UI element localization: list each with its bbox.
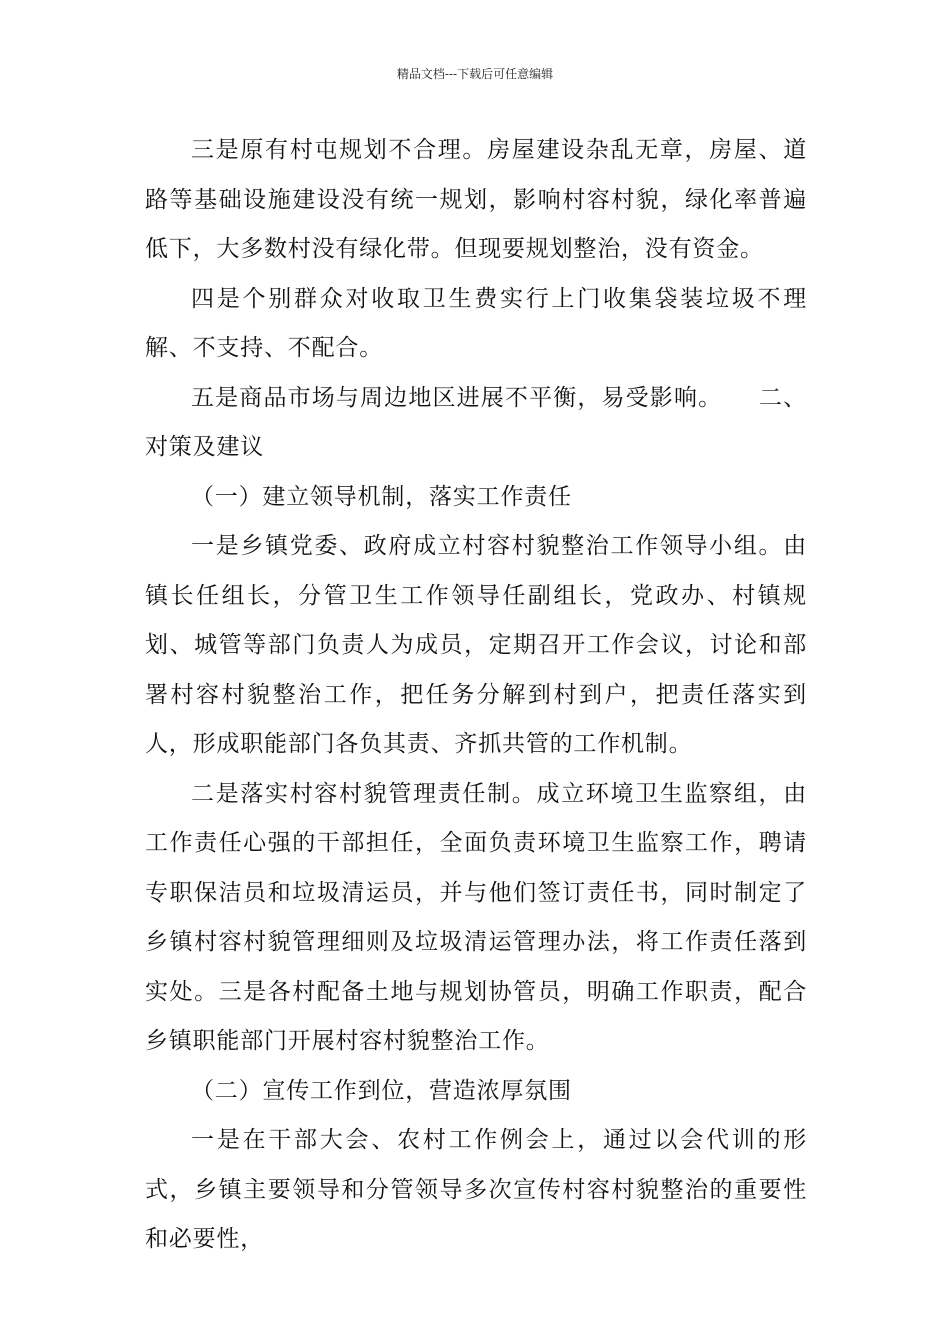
- paragraph-sanitation-fee-issue: 四是个别群众对收取卫生费实行上门收集袋装垃圾不理解、不支持、不配合。: [145, 285, 807, 361]
- paragraph-planning-issue: 三是原有村屯规划不合理。房屋建设杂乱无章，房屋、道路等基础设施建设没有统一规划，影响村容村貌，绿化率普遍低下，大多数村没有绿化带。但现要规划整治，没有资金。: [145, 137, 807, 262]
- paragraph-leadership-group: 一是乡镇党委、政府成立村容村貌整治工作领导小组。由镇长任组长，分管卫生工作领导任副组长，党政办、村镇规划、城管等部门负责人为成员，定期召开工作会议，讨论和部署村容村貌整治工作，把任务分解到村到户，把责任落实到人，形成职能部门各负其责、齐抓共管的工作机制。: [145, 533, 807, 757]
- page-header: 精品文档---下载后可任意编辑: [396, 67, 554, 81]
- document-body: [145, 126, 807, 1265]
- paragraph-meeting-training: 一是在干部大会、农村工作例会上，通过以会代训的形式，乡镇主要领导和分管领导多次宣传村容村貌整治的重要性和必要性，: [145, 1127, 807, 1252]
- paragraph-market-imbalance: 五是商品市场与周边地区进展不平衡，易受影响。 二、对策及建议: [145, 384, 807, 460]
- section-heading-publicity: （二）宣传工作到位，营造浓厚氛围: [191, 1077, 572, 1104]
- section-heading-leadership: （一）建立领导机制，落实工作责任: [191, 483, 572, 510]
- paragraph-responsibility-system: 二是落实村容村貌管理责任制。成立环境卫生监察组，由工作责任心强的干部担任，全面负责环境卫生监察工作，聘请专职保洁员和垃圾清运员，并与他们签订责任书，同时制定了乡镇村容村貌管理细则及垃圾清运管理办法，将工作责任落到实处。三是各村配备土地与规划协管员，明确工作职责，配合乡镇职能部门开展村容村貌整治工作。: [145, 780, 807, 1054]
